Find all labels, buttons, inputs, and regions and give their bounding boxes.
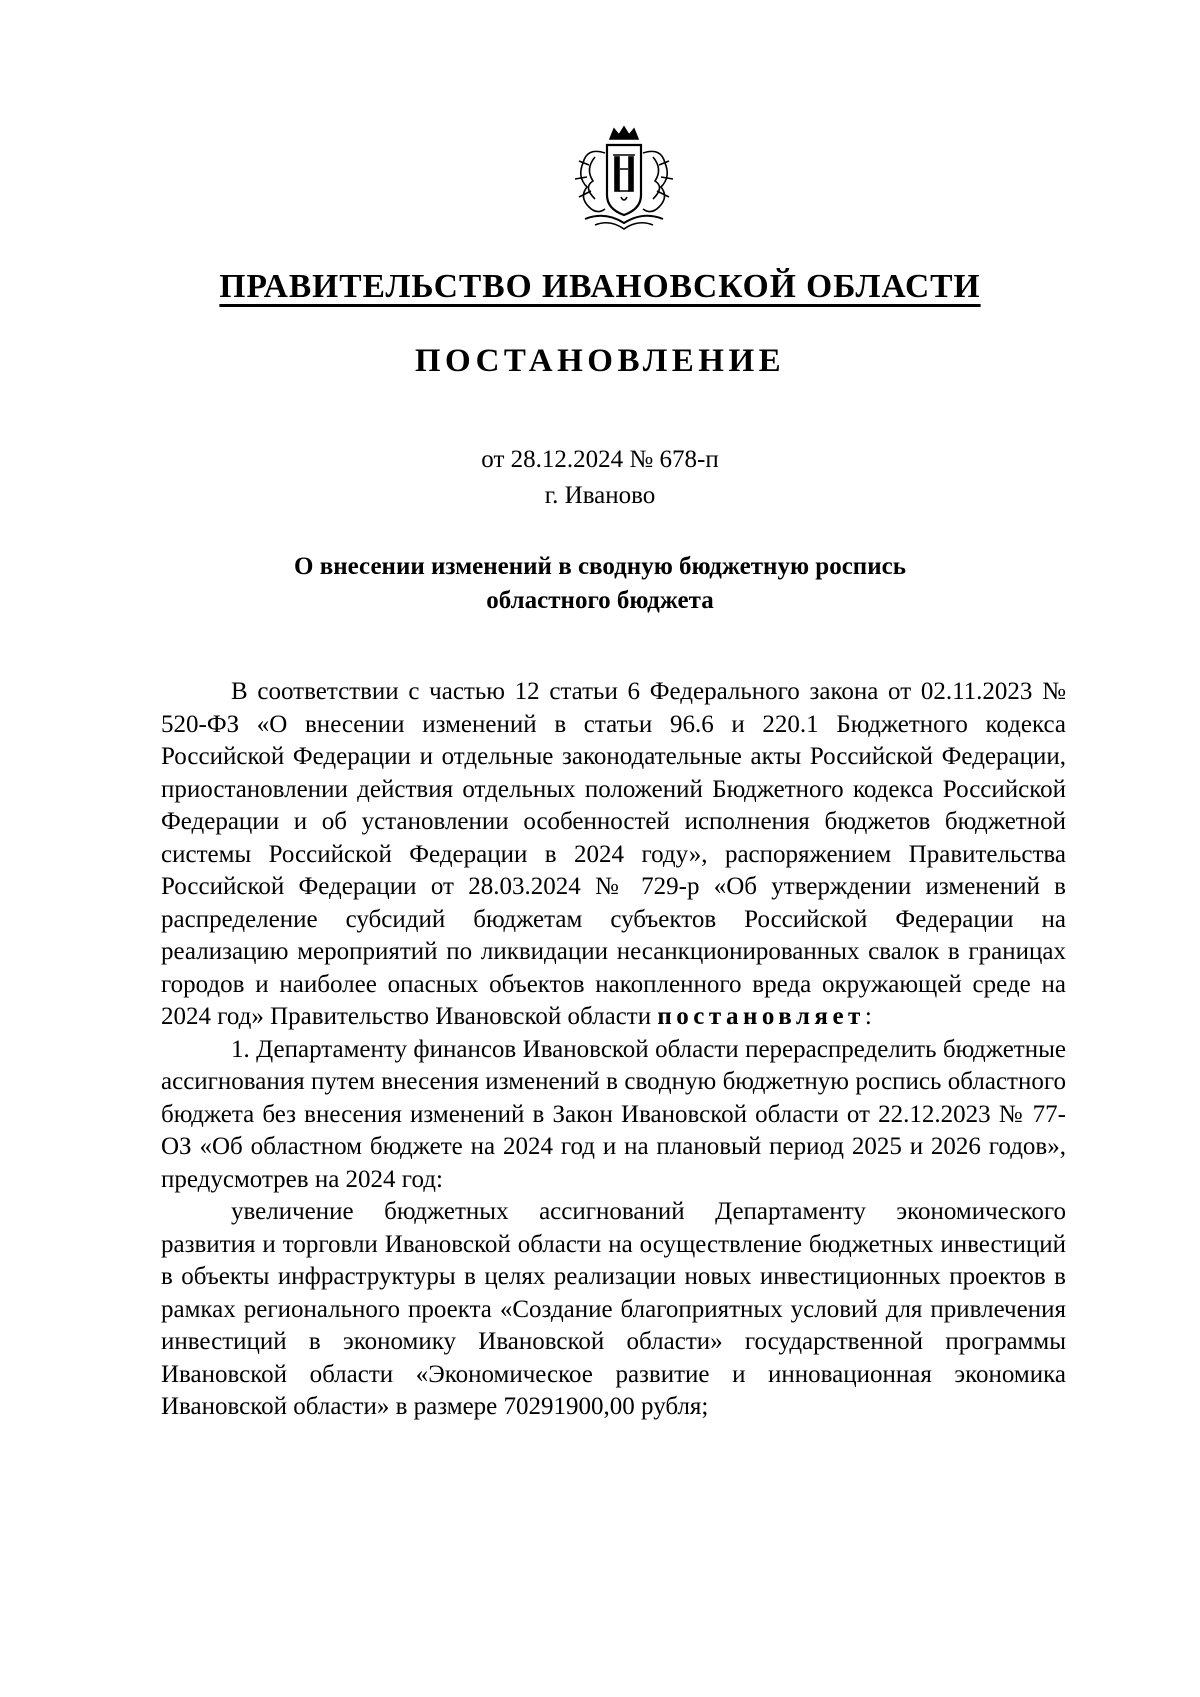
document-type-heading: ПОСТАНОВЛЕНИЕ xyxy=(414,343,786,379)
document-city: г. Иваново xyxy=(544,482,656,509)
decree-colon: : xyxy=(864,1003,872,1030)
item-1-paragraph: 1. Департаменту финансов Ивановской области перераспределить бюджетные ассигнования путем внесения изменений в сводную бюджетную роспись областного бюджета без внесения изменений в Закон Ивановской области от 22.12.2023 № 77-ОЗ «Об областном бюджете на 2024 год и на плановый период 2025 и 2026 годов», предусмотрев на 2024 год: xyxy=(161,1035,1066,1193)
preamble-paragraph xyxy=(161,676,1066,1034)
decree-verb: постановляет xyxy=(657,1003,865,1030)
document-subject-line-1: О внесении изменений в сводную бюджетную роспись xyxy=(294,553,906,580)
item-1-subparagraph: увеличение бюджетных ассигнований Департаменту экономического развития и торговли Ивановской области на осуществление бюджетных инвестиций в объекты инфраструктуры в целях реализации новых инвестиционных проектов в рамках регионального проекта «Создание благоприятных условий для привлечения инвестиций в экономику Ивановской области» государственной программы Ивановской области «Экономическое развитие и инновационная экономика Ивановской области» в размере 70291900,00 рубля; xyxy=(161,1198,1066,1420)
organization-title: ПРАВИТЕЛЬСТВО ИВАНОВСКОЙ ОБЛАСТИ xyxy=(219,268,981,305)
document-subject-line-2: областного бюджета xyxy=(486,587,714,614)
coat-of-arms-icon xyxy=(565,125,683,233)
document-body xyxy=(161,676,1066,1424)
preamble-text: В соответствии с частью 12 статьи 6 Федерального закона от 02.11.2023 № 520-ФЗ «О внесении изменений в статьи 96.6 и 220.1 Бюджетного кодекса Российской Федерации и отдельные законодательные акты Российской Федерации, приостановлении действия отдельных положений Бюджетного кодекса Российской Федерации и об установлении особенностей исполнения бюджетов бюджетной системы Российской Федерации в 2024 году», распоряжением Правительства Российской Федерации от 28.03.2024 № 729-р «Об утверждении изменений в распределение субсидий бюджетам субъектов Российской Федерации на реализацию мероприятий по ликвидации несанкционированных свалок в границах городов и наиболее опасных объектов накопленного вреда окружающей среде на 2024 год» Правительство Ивановской области xyxy=(161,678,1066,1030)
document-date-number: от 28.12.2024 № 678-п xyxy=(481,446,719,473)
